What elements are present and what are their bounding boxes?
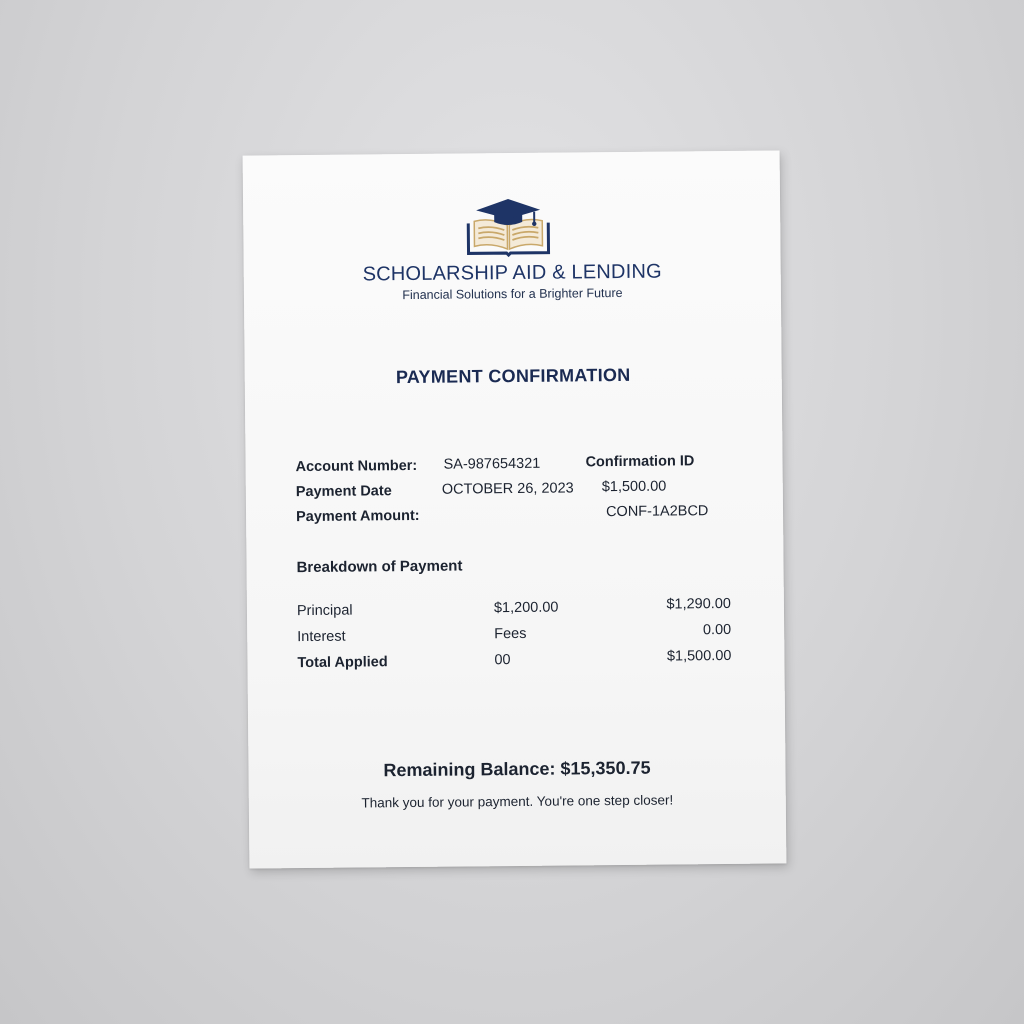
breakdown-row-label: Interest [297,628,346,646]
breakdown-row-right: $1,500.00 [666,647,732,665]
graduation-cap-open-book-icon [464,197,553,260]
account-number-value: SA-987654321 [443,455,541,473]
payment-date-label: Payment Date [295,483,392,501]
breakdown-title: Breakdown of Payment [296,557,463,577]
organization-name: SCHOLARSHIP AID & LENDING [362,260,662,286]
breakdown-row-middle: $1,200.00 [493,599,559,617]
breakdown-row-middle: 00 [494,652,511,669]
remaining-balance: Remaining Balance: $15,350.75 [383,757,651,781]
payment-confirmation-document [243,150,787,868]
payment-amount-label: Payment Amount: [295,507,420,526]
account-number-label: Account Number: [295,457,418,476]
right-value-confirmation: CONF-1A2BCD [605,503,709,521]
breakdown-row-middle: Fees [494,625,527,643]
right-value-amount: $1,500.00 [601,478,667,496]
thank-you-message: Thank you for your payment. You're one step closer! [361,792,674,811]
organization-tagline: Financial Solutions for a Brighter Future [402,285,623,303]
breakdown-row-label: Principal [296,602,353,620]
breakdown-row-right: $1,290.00 [666,595,731,613]
document-title: PAYMENT CONFIRMATION [395,364,631,388]
breakdown-row-label: Total Applied [297,654,388,672]
breakdown-row-right: 0.00 [702,621,732,639]
confirmation-id-label: Confirmation ID [585,453,695,471]
payment-date-value: OCTOBER 26, 2023 [441,480,574,498]
